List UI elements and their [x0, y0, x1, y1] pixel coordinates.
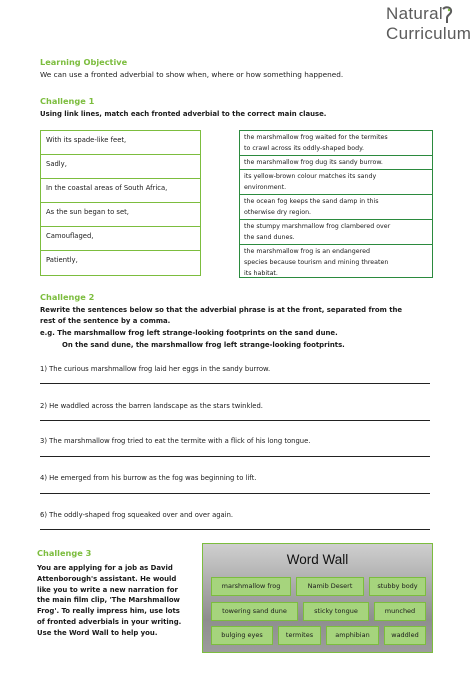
challenge1-heading: Challenge 1 [40, 96, 95, 106]
clause-line: the marshmallow frog waited for the termites [244, 134, 388, 141]
bird-icon [440, 6, 456, 24]
challenge1-instruction: Using link lines, match each fronted adverbial to the correct main clause. [40, 110, 327, 118]
clause-line: the ocean fog keeps the sand damp in this [244, 198, 379, 205]
question-3: 3) The marshmallow frog tried to eat the termite with a flick of his long tongue. [40, 437, 311, 445]
challenge2-instruction-line2: rest of the sentence by a comma. [40, 317, 171, 325]
challenge3-text [37, 563, 194, 639]
adverbial-cell[interactable]: As the sun began to set, [41, 203, 200, 227]
word-chip[interactable]: amphibian [326, 626, 379, 645]
word-chip[interactable]: Namib Desert [296, 577, 364, 596]
clause-line: the sand dunes. [244, 234, 295, 242]
word-chip[interactable]: towering sand dune [211, 602, 298, 621]
clause-line: the stumpy marshmallow frog clambered over [244, 223, 391, 230]
challenge3-line: of fronted adverbials in your writing. [37, 617, 182, 626]
challenge3-line: like you to write a new narration for [37, 585, 178, 594]
word-wall [202, 543, 433, 653]
word-chip[interactable]: sticky tongue [303, 602, 369, 621]
word-chip[interactable]: munched [374, 602, 426, 621]
answer-line[interactable] [40, 529, 430, 530]
clause-cell[interactable] [240, 245, 432, 277]
adverbial-cell[interactable]: Camouflaged, [41, 227, 200, 251]
challenge3-line: Attenborough's assistant. He would [37, 574, 177, 583]
clause-cell[interactable] [240, 170, 432, 195]
challenge3-line: You are applying for a job as David [37, 564, 173, 572]
logo-text-line2: Curriculum [386, 24, 472, 43]
clause-line: the marshmallow frog is an endangered [244, 248, 370, 255]
word-chip[interactable]: bulging eyes [211, 626, 273, 645]
clause-column [239, 130, 433, 278]
example-sentence: e.g. The marshmallow frog left strange-looking footprints on the sand dune. [40, 329, 338, 337]
clause-line: its yellow-brown colour matches its sandy [244, 173, 377, 180]
question-2: 2) He waddled across the barren landscape as the stars twinkled. [40, 402, 263, 410]
word-chip[interactable]: marshmallow frog [211, 577, 291, 596]
objective-text: We can use a fronted adverbial to show when, where or how something happened. [40, 70, 344, 79]
example-answer: On the sand dune, the marshmallow frog left strange-looking footprints. [62, 341, 345, 349]
clause-cell[interactable] [240, 131, 432, 156]
challenge2-heading: Challenge 2 [40, 292, 95, 302]
clause-cell[interactable] [240, 195, 432, 220]
question-4: 4) He emerged from his burrow as the fog was beginning to lift. [40, 474, 257, 482]
clause-cell[interactable] [240, 156, 432, 170]
challenge3-line: the main film clip, 'The Marshmallow [37, 596, 180, 605]
clause-line: the marshmallow frog dug its sandy burrow. [244, 159, 383, 166]
word-chip[interactable]: stubby body [369, 577, 426, 596]
answer-line[interactable] [40, 420, 430, 421]
adverbial-cell[interactable]: With its spade-like feet, [41, 131, 200, 155]
challenge2-instruction-line1: Rewrite the sentences below so that the adverbial phrase is at the front, separated from the [40, 306, 403, 314]
answer-line[interactable] [40, 493, 430, 494]
word-chip[interactable]: termites [278, 626, 321, 645]
clause-line: otherwise dry region. [244, 209, 312, 217]
challenge3-heading: Challenge 3 [37, 548, 92, 558]
objective-heading: Learning Objective [40, 57, 128, 67]
answer-line[interactable] [40, 383, 430, 384]
clause-line: its habitat. [244, 270, 278, 278]
adverbial-column [40, 130, 201, 276]
challenge3-line: Use the Word Wall to help you. [37, 628, 158, 637]
clause-line: to crawl across its oddly-shaped body. [244, 145, 364, 153]
clause-cell[interactable] [240, 220, 432, 245]
question-6: 6) The oddly-shaped frog squeaked over and over again. [40, 511, 234, 519]
adverbial-cell[interactable]: Sadly, [41, 155, 200, 179]
word-wall-title: Word Wall [286, 552, 349, 567]
challenge3-line: Frog'. To really impress him, use lots [37, 607, 180, 616]
clause-line: environment. [244, 184, 287, 192]
adverbial-cell[interactable]: Patiently, [46, 256, 78, 264]
question-1: 1) The curious marshmallow frog laid her eggs in the sandy burrow. [40, 365, 271, 373]
logo-text-line1: Natural [386, 4, 443, 23]
answer-line[interactable] [40, 456, 430, 457]
adverbial-cell[interactable]: In the coastal areas of South Africa, [41, 179, 200, 203]
clause-line: species because tourism and mining threaten [244, 259, 389, 267]
word-chip[interactable]: waddled [384, 626, 426, 645]
